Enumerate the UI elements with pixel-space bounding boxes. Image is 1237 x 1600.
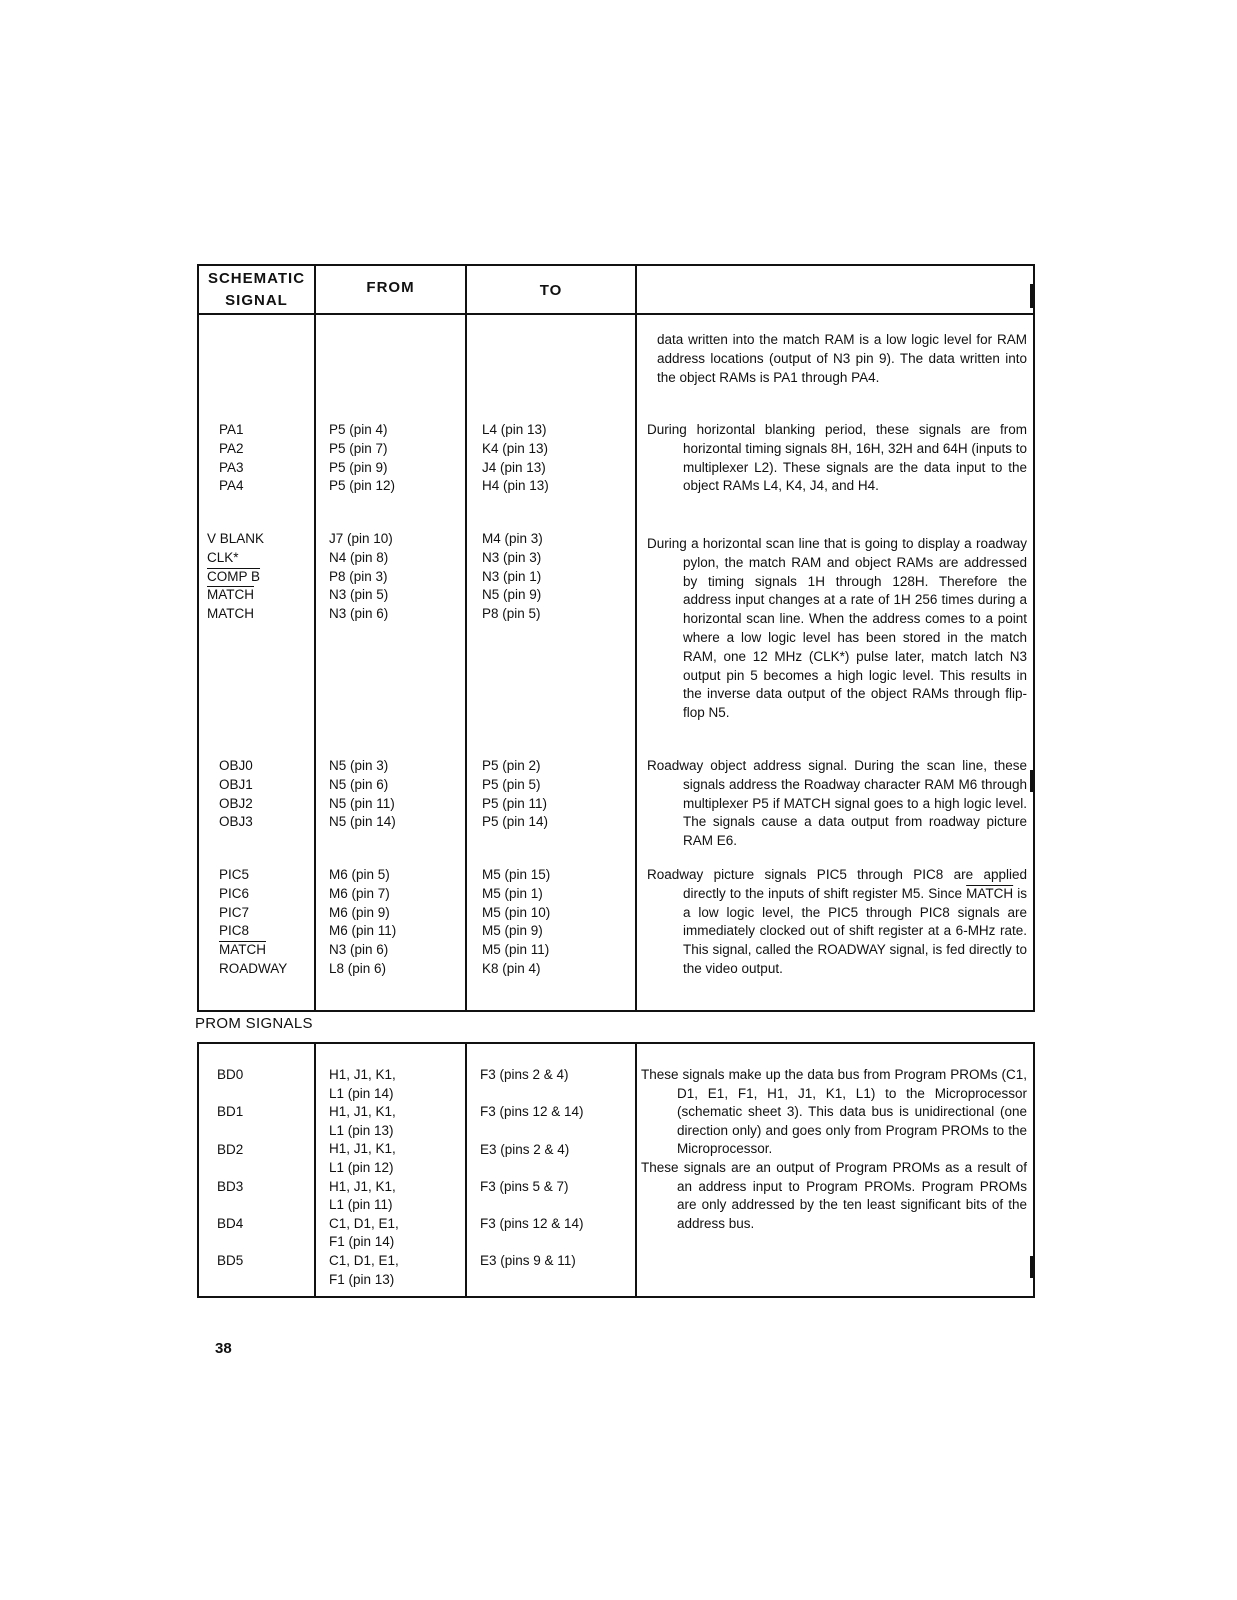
to-value: K8 (pin 4) <box>482 960 541 976</box>
description-text <box>647 866 1027 979</box>
from-value: M6 (pin 7) <box>329 885 390 901</box>
from-value: P5 (pin 7) <box>329 440 388 456</box>
signal-name: PA3 <box>219 459 244 475</box>
from-value: C1, D1, E1, <box>329 1215 399 1231</box>
signal-name: BD1 <box>217 1104 244 1120</box>
column-divider <box>635 1044 637 1296</box>
to-value: N3 (pin 1) <box>482 568 542 584</box>
from-value: P5 (pin 12) <box>329 478 396 494</box>
from-value: N4 (pin 8) <box>329 549 389 565</box>
from-value: M6 (pin 9) <box>329 904 390 920</box>
description-part: is a low logic level, the PIC5 through PIC8 signals are immediately clocked out of shift register at a 6-MHz rate. This signal, called the ROADWAY signal, is fed directly to the video output. <box>683 885 1028 976</box>
from-list <box>329 866 396 979</box>
signal-name: V BLANK <box>207 531 265 546</box>
signal-name: OBJ3 <box>219 814 253 830</box>
signal-name: BD3 <box>217 1178 244 1194</box>
to-value: P5 (pin 11) <box>482 795 548 811</box>
from-value: N5 (pin 11) <box>329 795 395 811</box>
description-part: Roadway picture signals PIC5 through PIC8 are applied directly to the inputs of shift register M5. Since <box>647 867 1027 901</box>
column-divider <box>465 266 467 1010</box>
signal-name: PIC6 <box>219 885 250 901</box>
header-signal <box>199 268 314 312</box>
to-value: E3 (pins 9 & 11) <box>480 1253 576 1269</box>
signal-name: BD2 <box>217 1141 244 1157</box>
row-description <box>647 535 1027 723</box>
prom-signal-table <box>197 1042 1035 1298</box>
to-value: P5 (pin 5) <box>482 776 541 792</box>
from-value: H1, J1, K1, <box>329 1104 396 1120</box>
from-value: C1, D1, E1, <box>329 1252 399 1268</box>
from-list <box>329 421 395 496</box>
description-text: These signals make up the data bus from Program PROMs (C1, D1, E1, F1, H1, J1, K1, L1) to the Microprocessor (schematic sheet 3). This data bus is unidirectional (one direction only) and goes only from Program PROMs to the Microprocessor. <box>641 1067 1027 1157</box>
column-divider <box>465 1044 467 1296</box>
signal-name: MATCH <box>207 606 254 622</box>
to-value: L4 (pin 13) <box>482 422 547 437</box>
to-value: M5 (pin 1) <box>482 885 543 901</box>
to-value: P5 (pin 2) <box>482 758 541 773</box>
from-value: M6 (pin 11) <box>329 923 397 939</box>
header-to: TO <box>539 282 563 299</box>
to-value: J4 (pin 13) <box>482 459 546 475</box>
row-description <box>647 866 1027 979</box>
to-list <box>480 1066 584 1290</box>
signal-name: OBJ1 <box>219 776 253 792</box>
from-value: L1 (pin 14) <box>329 1085 394 1101</box>
to-list <box>482 757 548 832</box>
signal-list <box>219 757 253 832</box>
from-value: F1 (pin 14) <box>329 1234 395 1250</box>
description-text: During a horizontal scan line that is going to display a roadway pylon, the match RAM and object RAMs are addressed by timing signals 1H through 128H. Therefore the address input changes at a rate of 1H 256 times during a horizontal scan line. When the address comes to a point where a low logic level has been stored in the match RAM, one 12 MHz (CLK*) pulse later, match latch N3 output pin 5 becomes a high logic level. This results in the inverse data output of the object RAMs through flip-flop N5. <box>647 536 1027 721</box>
to-value: F3 (pins 5 & 7) <box>480 1178 569 1194</box>
signal-name: ROADWAY <box>219 960 288 976</box>
signal-name: CLK* <box>207 549 239 565</box>
section-label: PROM SIGNALS <box>195 1015 313 1032</box>
page-number: 38 <box>215 1340 232 1357</box>
margin-mark <box>1030 284 1033 308</box>
column-divider <box>314 266 316 1010</box>
from-value: N3 (pin 6) <box>329 606 389 622</box>
to-value: F3 (pins 12 & 14) <box>480 1216 584 1232</box>
signal-list <box>217 1066 243 1290</box>
description-text: data written into the match RAM is a low logic level for RAM address locations (output of N3 pin 9). The data written into the object RAMs is PA1 through PA4. <box>657 332 1027 385</box>
description-text: Roadway object address signal. During the scan line, these signals address the Roadway character RAM M6 through multiplexer P5 if MATCH signal goes to a high logic level. The signals cause a data output from roadway picture RAM E6. <box>647 758 1027 849</box>
from-value: N5 (pin 14) <box>329 814 396 830</box>
header-signal-line2: SIGNAL <box>225 292 288 309</box>
description-text: These signals are an output of Program PROMs as a result of an address input to Program PROMs. Program PROMs are only addressed by the ten least significant bits of the address bus. <box>641 1159 1027 1231</box>
signal-name: PIC5 <box>219 867 250 882</box>
margin-mark <box>1030 770 1033 792</box>
from-value: H1, J1, K1, <box>329 1141 396 1157</box>
from-value: F1 (pin 13) <box>329 1271 395 1287</box>
to-value: E3 (pins 2 & 4) <box>480 1141 570 1157</box>
signal-name-inverted: COMP B <box>207 568 261 584</box>
from-value: J7 (pin 10) <box>329 531 393 546</box>
from-list <box>329 1066 399 1289</box>
row-description <box>647 421 1027 496</box>
header-signal-line1: SCHEMATIC <box>207 270 306 287</box>
from-value: L1 (pin 12) <box>329 1159 394 1175</box>
signal-list <box>219 421 244 496</box>
header-from: FROM <box>366 279 415 296</box>
to-value: F3 (pins 12 & 14) <box>480 1104 584 1120</box>
signal-name: BD0 <box>217 1067 244 1082</box>
signal-name: BD4 <box>217 1216 244 1232</box>
margin-mark <box>1030 1256 1033 1278</box>
header-divider <box>199 313 1033 315</box>
signal-name: BD5 <box>217 1253 244 1269</box>
from-value: N5 (pin 6) <box>329 776 389 792</box>
from-value: L8 (pin 6) <box>329 960 387 976</box>
to-value: M4 (pin 3) <box>482 531 543 546</box>
signal-list <box>207 530 264 624</box>
signal-name-inverted: MATCH <box>207 587 254 603</box>
to-value: M5 (pin 11) <box>482 942 550 958</box>
signal-name: PA1 <box>219 422 244 437</box>
to-value: K4 (pin 13) <box>482 440 549 456</box>
to-value: M5 (pin 9) <box>482 923 543 939</box>
from-value: N5 (pin 3) <box>329 758 389 773</box>
signal-name: OBJ2 <box>219 795 253 811</box>
signal-table <box>197 264 1035 1012</box>
from-value: P5 (pin 4) <box>329 422 388 437</box>
from-value: N3 (pin 5) <box>329 587 389 603</box>
signal-name-inverted: MATCH <box>219 942 266 958</box>
signal-name: PA2 <box>219 440 244 456</box>
signal-name: PIC7 <box>219 904 250 920</box>
from-value: H1, J1, K1, <box>329 1178 396 1194</box>
from-value: P5 (pin 9) <box>329 459 388 475</box>
to-value: M5 (pin 10) <box>482 904 551 920</box>
to-list <box>482 421 549 496</box>
to-value: H4 (pin 13) <box>482 478 549 494</box>
from-value: L1 (pin 13) <box>329 1122 394 1138</box>
row-description <box>657 331 1027 387</box>
from-value: N3 (pin 6) <box>329 942 389 958</box>
from-value: P8 (pin 3) <box>329 568 388 584</box>
column-divider <box>635 266 637 1010</box>
signal-name: PIC8 <box>219 923 250 939</box>
description-inverted-signal: MATCH <box>966 885 1014 901</box>
to-value: M5 (pin 15) <box>482 867 551 882</box>
to-list <box>482 530 543 624</box>
to-value: N3 (pin 3) <box>482 549 542 565</box>
description-text: During horizontal blanking period, these signals are from horizontal timing signals 8H, 16H, 32H and 64H (inputs to multiplexer L2). These signals are the data input to the object RAMs L4, K4, J4, and H4. <box>647 422 1027 494</box>
signal-name: OBJ0 <box>219 758 253 773</box>
to-value: F3 (pins 2 & 4) <box>480 1067 569 1082</box>
signal-list <box>219 866 287 979</box>
row-description <box>647 757 1027 851</box>
from-list <box>329 530 393 624</box>
from-value: H1, J1, K1, <box>329 1067 396 1082</box>
prom-description <box>641 1066 1027 1233</box>
to-value: N5 (pin 9) <box>482 587 542 603</box>
from-value: M6 (pin 5) <box>329 867 390 882</box>
signal-name: PA4 <box>219 478 244 494</box>
column-divider <box>314 1044 316 1296</box>
from-list <box>329 757 396 832</box>
to-value: P5 (pin 14) <box>482 814 549 830</box>
to-list <box>482 866 550 979</box>
to-value: P8 (pin 5) <box>482 606 541 622</box>
from-value: L1 (pin 11) <box>329 1197 393 1213</box>
